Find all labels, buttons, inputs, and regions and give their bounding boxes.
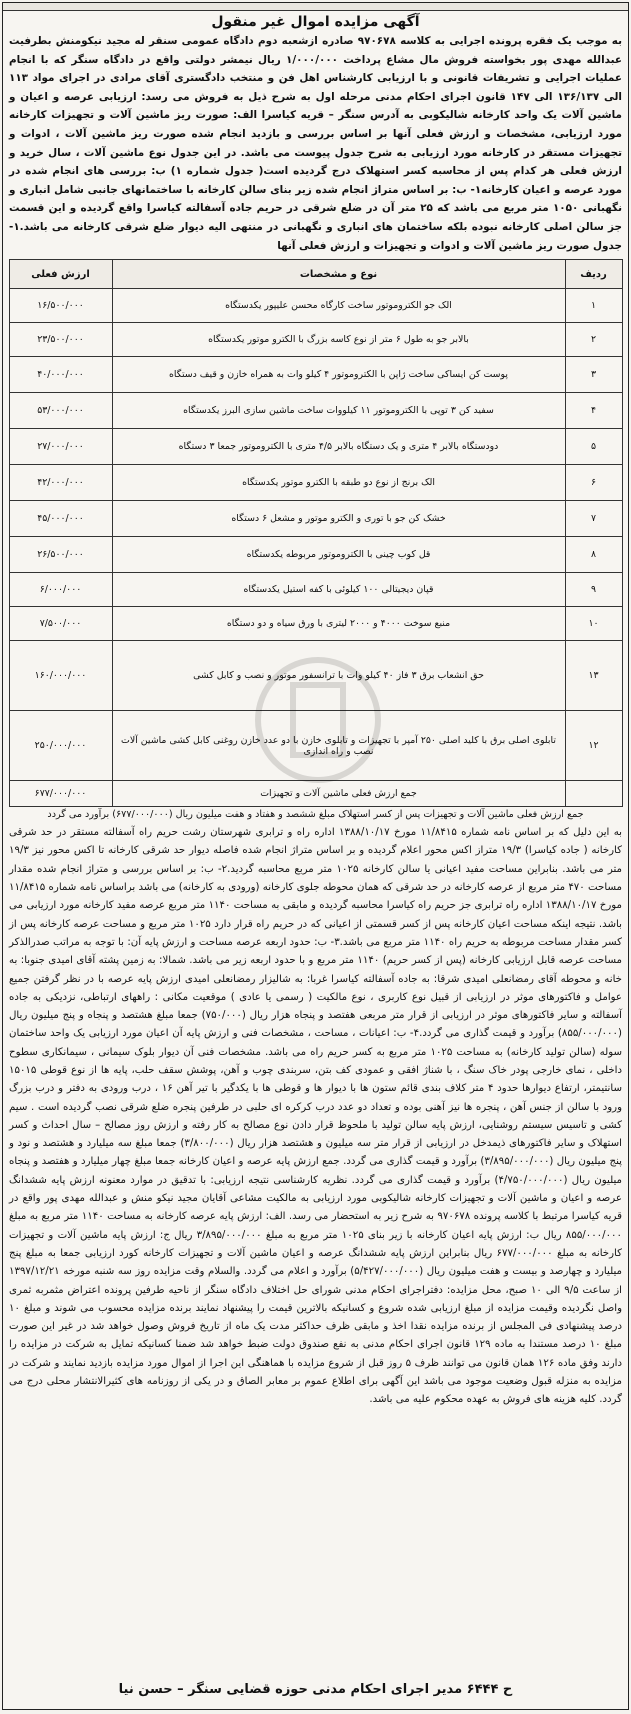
row-number-cell: ۴ (565, 393, 622, 429)
value-cell: ۱۶۰/۰۰۰/۰۰۰ (9, 641, 112, 711)
description-cell: بالابر جو به طول ۶ متر از نوع کاسه بزرگ با الکترو موتور یکدستگاه (112, 323, 565, 357)
table-footnote: جمع ارزش فعلی ماشین آلات و تجهیزات پس از کسر استهلاک مبلغ ششصد و هفتاد و هفت میلیون ریال (۶۷۷/۰۰۰/۰۰۰) برآورد می گردد (47, 809, 584, 821)
table-row (9, 393, 622, 429)
signature-line: ح ۶۴۴۴ مدیر اجرای احکام مدنی حوزه قضایی سنگر – حسن نیا (118, 1682, 513, 1697)
description-cell: حق انشعاب برق ۳ فاز ۴۰ کیلو وات با ترانسفور موتور و نصب و کابل کشی (112, 641, 565, 711)
description-cell: جمع ارزش فعلی ماشین آلات و تجهیزات (112, 781, 565, 807)
description-cell: منبع سوخت ۴۰۰۰ و ۲۰۰۰ لیتری با ورق سیاه و دو دستگاه (112, 607, 565, 641)
row-number-cell: ۱۰ (565, 607, 622, 641)
notice-title: آگهی مزایده اموال غیر منقول (211, 14, 420, 30)
value-cell: ۷/۵۰۰/۰۰۰ (9, 607, 112, 641)
row-number-cell: ۶ (565, 465, 622, 501)
col-header-row-number: ردیف (565, 260, 622, 289)
row-number-cell (565, 781, 622, 807)
row-number-cell: ۱ (565, 289, 622, 323)
row-number-cell: ۷ (565, 501, 622, 537)
value-cell: ۶/۰۰۰/۰۰۰ (9, 573, 112, 607)
value-cell: ۲۳/۵۰۰/۰۰۰ (9, 323, 112, 357)
value-cell: ۴۵/۰۰۰/۰۰۰ (9, 501, 112, 537)
row-number-cell: ۹ (565, 573, 622, 607)
table-row (9, 607, 622, 641)
table-row (9, 465, 622, 501)
row-number-cell: ۱۲ (565, 711, 622, 781)
description-cell: الک جو الکتروموتور ساخت کارگاه محسن علیپور یکدستگاه (112, 289, 565, 323)
row-number-cell: ۲ (565, 323, 622, 357)
value-cell: ۴۲/۰۰۰/۰۰۰ (9, 465, 112, 501)
row-number-cell: ۵ (565, 429, 622, 465)
description-cell: پوست کن ایساکی ساخت ژاپن با الکتروموتور ۴ کیلو وات به همراه خازن و قیف دستگاه (112, 357, 565, 393)
value-cell: ۵۳/۰۰۰/۰۰۰ (9, 393, 112, 429)
top-strip (3, 3, 628, 11)
description-cell: خشک کن جو با توری و الکترو موتور و مشعل ۶ دستگاه (112, 501, 565, 537)
table-row (9, 289, 622, 323)
description-cell: الک برنج از نوع دو طبقه با الکترو موتور یکدستگاه (112, 465, 565, 501)
auction-notice (2, 2, 629, 1710)
col-header-value: ارزش فعلی (9, 260, 112, 289)
value-cell: ۶۷۷/۰۰۰/۰۰۰ (9, 781, 112, 807)
table-row (9, 537, 622, 573)
table-row (9, 573, 622, 607)
value-cell: ۲۵۰/۰۰۰/۰۰۰ (9, 711, 112, 781)
table-row (9, 323, 622, 357)
description-cell: دودستگاه بالابر ۴ متری و یک دستگاه بالابر ۴/۵ متری با الکتروموتور جمعا ۳ دستگاه (112, 429, 565, 465)
value-cell: ۲۶/۵۰۰/۰۰۰ (9, 537, 112, 573)
description-cell: قپان دیجیتالی ۱۰۰ کیلوئی با کفه استیل یکدستگاه (112, 573, 565, 607)
description-cell: تابلوی اصلی برق با کلید اصلی ۲۵۰ آمپر با تجهیزات و تابلوی خازن با دو عدد خازن روغنی کابل کشی ماشین آلات نصب و راه اندازی (112, 711, 565, 781)
description-cell: قل کوب چینی با الکتروموتور مربوطه یکدستگاه (112, 537, 565, 573)
table-row (9, 501, 622, 537)
description-cell: سفید کن ۳ توپی با الکتروموتور ۱۱ کیلووات ساخت ماشین سازی البرز یکدستگاه (112, 393, 565, 429)
row-number-cell: ۸ (565, 537, 622, 573)
col-header-description: نوع و مشخصات (112, 260, 565, 289)
value-cell: ۱۶/۵۰۰/۰۰۰ (9, 289, 112, 323)
row-number-cell: ۱۳ (565, 641, 622, 711)
row-number-cell: ۳ (565, 357, 622, 393)
table-header-row (9, 260, 622, 289)
table-row (9, 429, 622, 465)
table-row (9, 357, 622, 393)
notice-body: به این دلیل که بر اساس نامه شماره ۱۱/۸۴۱۵ مورخ ۱۳۸۸/۱۰/۱۷ اداره راه و ترابری شهرستان رشت حریم راه آسفالته مستقر در حد شرقی کارخانه ( جاده کیاسرا) ۱۹/۳ متراز اکس محور اعلام گردیده و بر اساس متراژ انجام شده فاصله دیوار حد شرقی کارخانه تا اکس محور نیز ۱۹/۳ متر می باشد. بنابراین مساحت مفید اعیانی یا سالن کارخانه ۱۰۲۵ متر مربع محاسبه گردید.۲- ب: بر اساس بررسی و متراژ انجام شده مقدار مساحت ۴۷۰ متر مربع از عرصه کارخانه در حد شرقی که همان محوطه جلوی کارخانه (ورودی به کارخانه) می باشد براساس نامه شماره ۱۱/۸۴۱۵ مورخ ۱۳۸۸/۱۰/۱۷ اداره راه ترابری جز حریم راه کیاسرا محاسبه گردیده و مابقی به مساحت ۱۱۴۰ متر مربع عرصه مفید کارخانه مورد ارزیابی می باشد. نتیجه اینکه مساحت اعیان کارخانه پس از کسر قسمتی از اعیانی که در حریم راه قرار دارد ۱۰۲۵ متر مربع و مساحت عرصه کارخانه پس از کسر مقدار مساحت مربوطه به حریم راه ۱۱۴۰ متر مربع می باشد.۳- ب: حدود اربعه عرصه مساحت و ارزش پایه آن: با توجه به مراتب صدرالذکر مساحت عرصه قابل ارزیابی کارخانه (پس از کسر حریم) ۱۱۴۰ متر مربع و با حدود اربعه زیر می باشد. شمالا: به زمین پشته آقای امیدی جنوبا: به خانه و محوطه آقای رمضانعلی امیدی شرقا: به جاده آسفالته کیاسرا غربا: به شالیزار رمضانعلی امیدی ارزش پایه عرصه با در نظر گرفتن جمیع عوامل و فاکتورهای موثر در ارزیابی از قبیل نوع کاربری ، نوع مالکیت ( رسمی یا عادی ) موقعیت مکانی : راههای ارتباطی، نزدیکی به جاده آسفالته و سایر فاکتورهای موثر در ارزیابی از قرار متر مربعی هفتصد و پنجاه هزار ریال (۷۵۰/۰۰۰) جمعا مبلغ هشتصد و پنجاه و پنج میلیون ریال (۸۵۵/۰۰۰/۰۰۰) برآورد و قیمت گذاری می گردد.۴- ب: اعیانات ، مساحت ، مشخصات فنی و ارزش پایه آن اعیان مورد ارزیابی یک واحد ساختمان سوله (سالن تولید کارخانه) به مساحت ۱۰۲۵ متر مربع به کسر حریم راه می باشد. مشخصات فنی آن دیوار بلوک سیمانی ، سیمانکاری سطوح داخلی ، نمای خارجی پودر خاک سنگ ، با شناژ افقی و عمودی کف بتن، سربندی چوب و آهن، پوشش سقف حلب، پایه ها از نوع قوطی ۱۵۰۱۵ سانتیمتر، ارتفاع دیوارها حدود ۴ متر کلاف بندی قائم ستون ها با دیوار ها و قوطی ها با یکدگیر با تیر آهن ۱۶ ، درب ورودی به دفتر و درب بزرگ ورود با سالن از جنس آهن ، پنجره ها نیز آهنی بوده و تعداد دو عدد درب کرکره ای حلبی در طرفین پنجره ضلع شرقی نصب گردیده است . سیم کشی و تاسیس سیستم روشنایی، ارزش پایه سالن تولید با ملحوظ قرار دادن نوع مصالح به کار رفته و ارزش روز مصالح – سال احداث و کسر استهلاک و سایر فاکتورهای ذیمدخل در ارزیابی از قرار متر سه میلیون و هشتصد هزار ریال (۳/۸۰۰/۰۰۰) جمعا مبلغ سه میلیارد و هشتصد و نود و پنج میلیون ریال (۳/۸۹۵/۰۰۰/۰۰۰) برآورد و قیمت گذاری می گردد. جمع ارزش پایه عرصه و اعیان کارخانه جمعا مبلغ چهار میلیارد و هفتصد و پنجاه میلیون ریال (۴/۷۵۰/۰۰۰/۰۰۰) برآورد و قیمت گذاری می گردد. نظریه کارشناسی نتیجه ارزیابی: با تدقیق در موارد معنونه ارزش پایه ششدانگ عرصه و اعیان و ماشین آلات و تجهیزات کارخانه شالیکوبی مورد ارزیابی به مالکیت مشاعی آقایان مجید نیکو منش و عبدالله مهدی پور واقع در قریه کیاسرا مرتبط با کلاسه پرونده ۹۷۰۶۷۸ به شرح زیر به استحضار می رسد. الف: ارزش پایه عرصه کارخانه به مساحت ۱۱۴۰ متر مربع به مبلغ ۸۵۵/۰۰۰/۰۰۰ ریال ب: ارزش پایه اعیان کارخانه با زیر بنای ۱۰۲۵ متر مربع به مبلغ ۳/۸۹۵/۰۰۰/۰۰۰ ریال ج: ارزش پایه ماشین آلات و تجهیزات کارخانه به مبلغ ۶۷۷/۰۰۰/۰۰۰ ریال بنابراین ارزش پایه ششدانگ عرصه و اعیان ماشین آلات و تجهیزات کارخانه کورد ارزیابی جمعا به مبلغ پنج میلیارد و چهارصد و بیست و هفت میلیون ریال (۵/۴۲۷/۰۰۰/۰۰۰) برآورد و اعلام می گردد. والسلام وقت مزایده روز سه شنبه مورخه ۱۳۹۷/۱۲/۲۱ از ساعت ۹/۵ الی ۱۰ صبح، محل مزایده: دفتراجرای احکام مدنی شورای حل اختلاف دادگاه سنگر از ناحیه طرفین پرونده اعتراض مثمربه ثمری واصل نگردیده وقیمت مزایده از مبلغ ارزیابی شده شروع و کسانیکه بالاترین قیمت را پیشنهاد نمایند برنده مزایده محسوب می شوند و مبلغ ۱۰ درصد پیشنهادی فی المجلس از برنده مزایده نقدا اخذ و مابقی ظرف حداکثر مدت یک ماه از تاریخ فروش وصول خواهد شد در غیر این صورت مبلغ ۱۰ درصد مستندا به ماده ۱۲۹ قانون اجرای احکام مدنی به نفع صندوق دولت ضبط خواهد شد ضمنا کسانیکه تمایل به شرکت در مزایده را دارند وفق ماده ۱۲۶ همان قانون می توانند ظرف ۵ روز قبل از شروع مزایده با هماهنگی این اجرا از اموال مورد مزایده بازدید نمایند و شرکت در مزایده به منزله قبول وضعیت موجود می باشد این آگهی برای اطلاع عموم بر معابر الصاق و در یکی از روزنامه های کثیرالانتشار محلی درج می گردد. کلیه هزینه های فروش به عهده محکوم علیه می باشد. (9, 827, 623, 1406)
value-cell: ۴۰/۰۰۰/۰۰۰ (9, 357, 112, 393)
notice-intro: به موجب یک فقره پرونده اجرایی به کلاسه ۹۷۰۶۷۸ صادره ازشعبه دوم دادگاه عمومی سنقر له مجید نیکومنش بطرفیت عبدالله مهدی پور بخواسته فروش مال مشاع پرداخت ۱/۰۰۰/۰۰۰ ریال نیمشر دولتی واقع در دادگاه سنگر که با انجام عملیات اجرایی و تشریفات قانونی و با ارزیابی کارشناس اهل فن و منتخب دادگستری آقای مرادی در اجرای مواد ۱۱۳ الی ۱۳۶/۱۳۷ الی ۱۴۷ قانون اجرای احکام مدنی مرحله اول به شرح ذیل به فروش می رسد: ارزیابی عرصه و اعیان و ماشین آلات یک واحد کارخانه شالیکوبی به آدرس سنگر – قریه کیاسرا الف: صورت ریز ماشین آلات و تجهیزات کارخانه مورد ارزیابی، مشخصات و ارزش فعلی آنها بر اساس بررسی و بازدید انجام شده صورت ریز ماشین آلات ، ادوات و تجهیزات مستقر در کارخانه مورد ارزیابی به شرح جدول پیوست می باشد. در این جدول نوع ماشین آلات ، سال خرید و ارزش فعلی هر کدام پس از محاسبه کسر استهلاک درج گردیده است( جدول شماره ۱) ب: بررسی های انجام شده در مورد عرصه و اعیان کارخانه۱- ب: بر اساس متراژ انجام شده زیر بنای سالن کارخانه با ساختمانهای جانبی شامل انباری و نگهبانی ۱۰۵۰ متر مربع می باشد که ۲۵ متر آن در ضلع شرقی در حریم جاده آسفالته کیاسرا واقع گردیده و این قسمت جز سالن اصلی کارخانه نبوده بلکه ساختمان های انباری و نگهبانی در منتهی الیه دیوار ضلع شرقی کارخانه می باشد.۱- جدول صورت ریز ماشین آلات و ادوات و تجهیزات و ارزش فعلی آنها (9, 35, 622, 252)
value-cell: ۲۷/۰۰۰/۰۰۰ (9, 429, 112, 465)
watermark-stamp (233, 645, 403, 795)
